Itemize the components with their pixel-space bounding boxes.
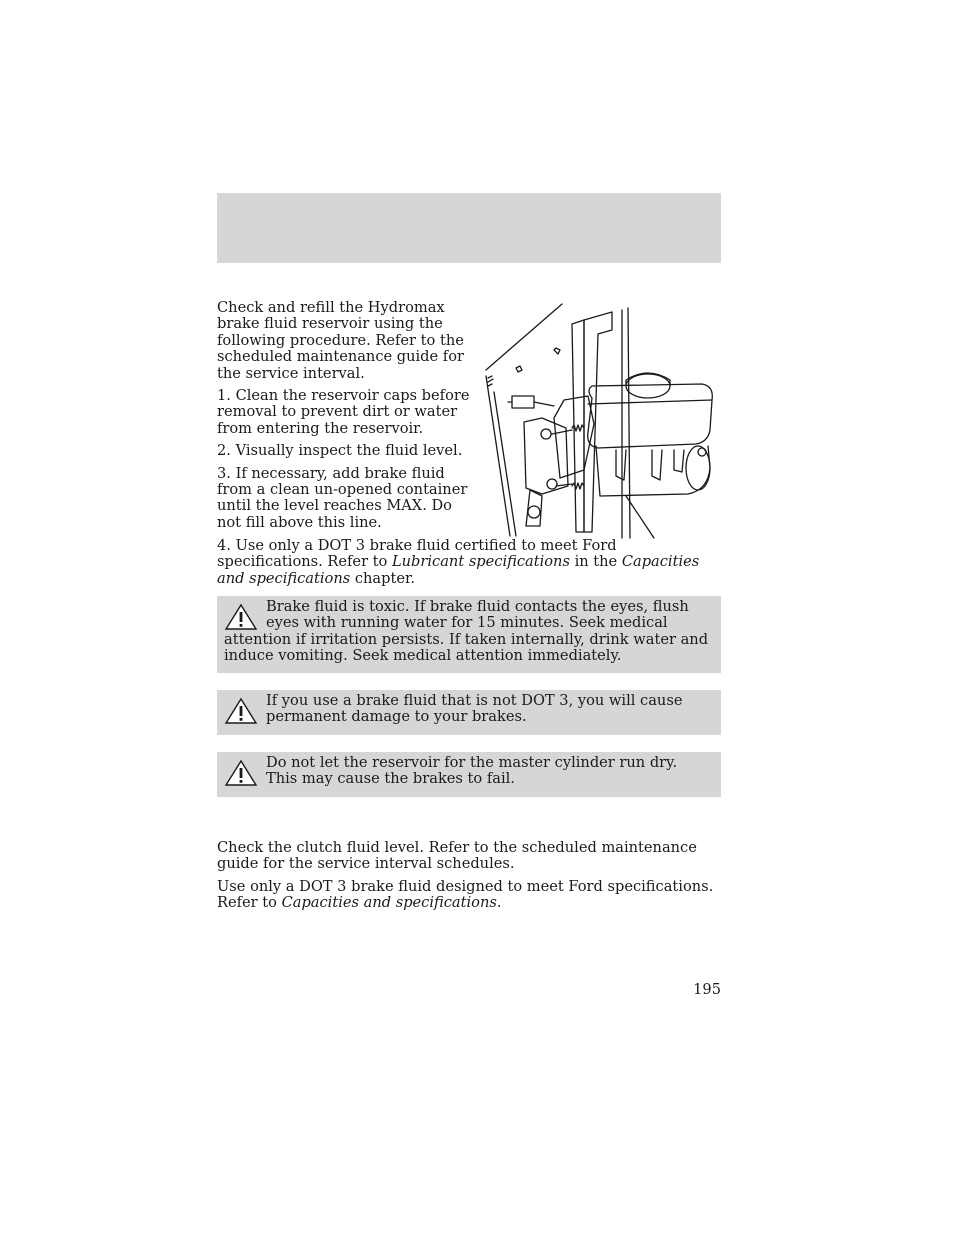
clutch-paragraph-2 <box>217 879 721 912</box>
step-4 <box>217 538 721 587</box>
warning-text: Do not let the reservoir for the master cylinder run dry. This may cause the brakes to fail. <box>266 754 678 788</box>
section-header-band <box>217 193 721 263</box>
clutch-paragraph-2-text: Use only a DOT 3 brake fluid designed to meet Ford specifications. Refer to <box>217 877 714 912</box>
lubricant-specifications-reference: Lubricant specifications <box>391 553 570 571</box>
warning-box-toxic <box>217 596 721 673</box>
intro-paragraph: Check and refill the Hydromax brake fluid reservoir using the following procedure. Refer to the scheduled maintenance guide for the service interval. <box>217 299 464 382</box>
capacities-specifications-reference: Capacities and specifications <box>281 894 497 912</box>
page-number: 195 <box>693 981 721 998</box>
clutch-paragraph-1: Check the clutch fluid level. Refer to the scheduled maintenance guide for the service interval schedules. <box>217 839 697 873</box>
brake-master-cylinder-illustration <box>476 300 721 540</box>
warning-triangle-icon <box>224 603 258 631</box>
step-3: 3. If necessary, add brake fluid from a clean un-opened container until the level reaches MAX. Do not fill above this line. <box>217 464 468 531</box>
step-2: 2. Visually inspect the fluid level. <box>217 442 463 460</box>
step-1: 1. Clean the reservoir caps before removal to prevent dirt or water from entering the reservoir. <box>217 387 470 437</box>
warning-triangle-icon <box>224 697 258 725</box>
warning-box-dot3 <box>217 690 721 735</box>
clutch-paragraph-2-end: . <box>496 894 502 912</box>
intro-column <box>217 300 472 537</box>
step-4-text-c: chapter. <box>350 569 415 587</box>
step-4-text-a: 4. Use only a DOT 3 brake fluid certified to meet Ford specifications. Refer to <box>217 537 617 571</box>
warning-box-reservoir-dry <box>217 752 721 797</box>
capacities-specifications-reference: Capacities and specifications <box>217 553 700 587</box>
step-4-text-b: in the <box>569 553 622 571</box>
warning-text: If you use a brake fluid that is not DOT 3, you will cause permanent damage to your brakes. <box>266 692 683 726</box>
warning-text: Brake fluid is toxic. If brake fluid contacts the eyes, flush eyes with running water for 15 minutes. Seek medical attention if irritation persists. If taken internally, drink water and induce vomiting. Seek medical attention immediately. <box>224 598 709 665</box>
warning-triangle-icon <box>224 759 258 787</box>
clutch-fluid-section <box>217 840 721 918</box>
